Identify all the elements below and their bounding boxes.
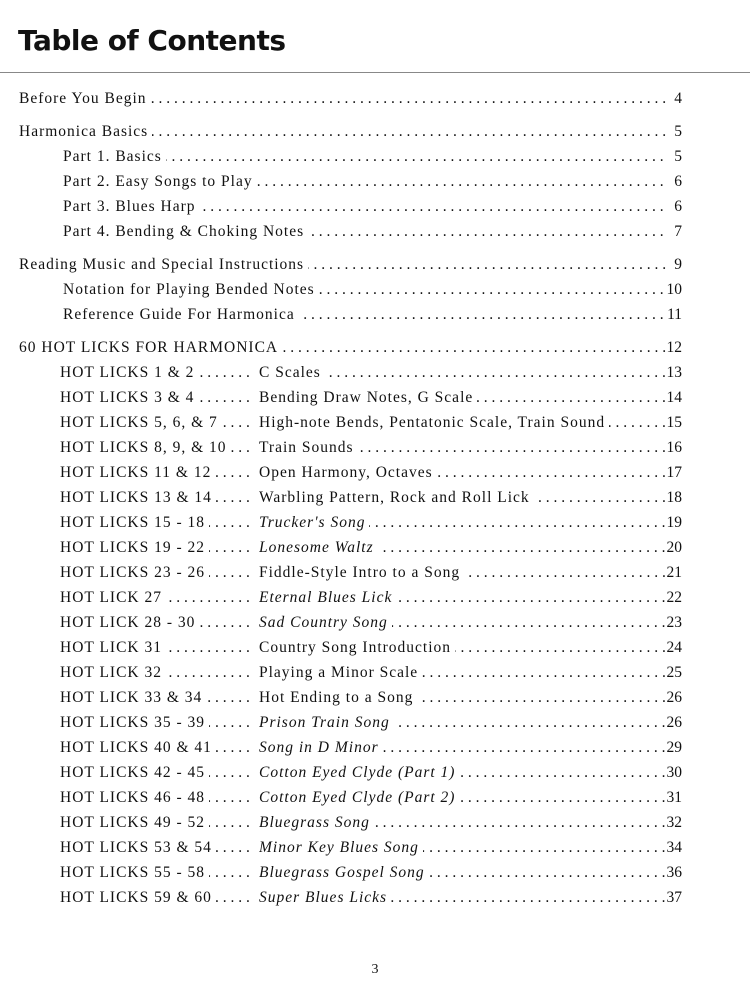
toc-page-number: 15 [666,414,682,431]
toc-entry-part-3[interactable] [0,194,750,219]
toc-page-number: 20 [666,539,682,556]
lick-number: HOT LICKS 46 - 48 [60,789,209,806]
toc-page-number: 12 [666,339,682,356]
toc-page-number: 5 [674,148,682,165]
toc-page-number: 24 [666,639,682,656]
toc-lick-entry[interactable] [0,660,750,685]
toc-lick-entry[interactable] [0,460,750,485]
lick-title: Sad Country Song [259,614,392,631]
toc-page-number: 13 [666,364,682,381]
lick-number: HOT LICKS 19 - 22 [60,539,209,556]
lick-title: C Scales [259,364,325,381]
toc-page-number: 21 [666,564,682,581]
lick-number: HOT LICKS 42 - 45 [60,764,209,781]
toc-page-number: 14 [666,389,682,406]
lick-number: HOT LICKS 49 - 52 [60,814,209,831]
toc-entry-label: Part 2. Easy Songs to Play [63,173,257,190]
toc-entry-label: 60 HOT LICKS FOR HARMONICA [19,339,282,356]
lick-title: Trucker's Song [259,514,369,531]
lick-number: HOT LICKS 35 - 39 [60,714,209,731]
toc-lick-entry[interactable] [0,560,750,585]
lick-number: HOT LICKS 59 & 60 [60,889,216,906]
toc-lick-entry[interactable] [0,885,750,910]
toc-page-number: 6 [674,198,682,215]
lick-number: HOT LICK 33 & 34 [60,689,206,706]
toc-lick-entry[interactable] [0,610,750,635]
toc-page-number: 23 [666,614,682,631]
lick-number: HOT LICK 31 [60,639,166,656]
title-rule [0,72,750,73]
toc-entry-reading-music[interactable] [0,252,750,277]
lick-title: Cotton Eyed Clyde (Part 1) [259,764,459,781]
toc-lick-entry[interactable] [0,485,750,510]
toc-entry-part-2[interactable] [0,169,750,194]
lick-number: HOT LICKS 3 & 4 [60,389,198,406]
toc-page-number: 10 [666,281,682,298]
lick-title: Prison Train Song [259,714,394,731]
lick-number: HOT LICKS 8, 9, & 10 [60,439,231,456]
lick-title: Bluegrass Gospel Song [259,864,429,881]
toc-entry-notation[interactable] [0,277,750,302]
lick-title: Playing a Minor Scale [259,664,422,681]
toc-page-number: 18 [666,489,682,506]
lick-title: Bluegrass Song [259,814,374,831]
toc-page-number: 26 [666,689,682,706]
toc-entry-label: Notation for Playing Bended Notes [63,281,319,298]
lick-title: High-note Bends, Pentatonic Scale, Train Sound [259,414,609,431]
toc-entry-reference-guide[interactable] [0,302,750,327]
toc-page-number: 7 [674,223,682,240]
toc-entry-label: Reference Guide For Harmonica [63,306,299,323]
toc-entry-part-4[interactable] [0,219,750,244]
lick-title: Fiddle-Style Intro to a Song [259,564,464,581]
lick-number: HOT LICKS 23 - 26 [60,564,209,581]
toc-page-number: 31 [666,789,682,806]
toc-lick-entry[interactable] [0,735,750,760]
toc-entry-part-1[interactable] [0,144,750,169]
lick-number: HOT LICKS 5, 6, & 7 [60,414,222,431]
toc-page-number: 9 [674,256,682,273]
toc-entry-before-you-begin[interactable] [0,86,750,111]
toc-lick-entry[interactable] [0,410,750,435]
lick-number: HOT LICKS 13 & 14 [60,489,216,506]
toc-entry-label: Before You Begin [19,90,151,107]
toc-entry-label: Reading Music and Special Instructions [19,256,308,273]
lick-number: HOT LICKS 40 & 41 [60,739,216,756]
lick-title: Lonesome Waltz [259,539,378,556]
toc-page-number: 6 [674,173,682,190]
toc-page-number: 5 [674,123,682,140]
toc-entry-harmonica-basics[interactable] [0,119,750,144]
toc-lick-entry[interactable] [0,585,750,610]
page-title: Table of Contents [18,24,286,57]
lick-number: HOT LICK 28 - 30 [60,614,199,631]
toc-page-number: 30 [666,764,682,781]
lick-title: Song in D Minor [259,739,383,756]
lick-title: Bending Draw Notes, G Scale [259,389,477,406]
table-of-contents [0,86,750,910]
lick-title: Eternal Blues Lick [259,589,396,606]
toc-entry-label: Part 1. Basics [63,148,166,165]
toc-entry-label: Harmonica Basics [19,123,152,140]
toc-lick-entry[interactable] [0,635,750,660]
lick-title: Hot Ending to a Song [259,689,417,706]
lick-title: Open Harmony, Octaves [259,464,437,481]
toc-page-number: 36 [666,864,682,881]
lick-number: HOT LICKS 53 & 54 [60,839,216,856]
lick-number: HOT LICKS 55 - 58 [60,864,209,881]
toc-lick-entry[interactable] [0,435,750,460]
toc-lick-entry[interactable] [0,685,750,710]
toc-entry-label: Part 4. Bending & Choking Notes [63,223,308,240]
page-number-footer: 3 [371,962,379,977]
toc-page-number: 25 [666,664,682,681]
toc-page-number: 17 [666,464,682,481]
toc-lick-entry[interactable] [0,785,750,810]
toc-page-number: 37 [666,889,682,906]
lick-number: HOT LICKS 1 & 2 [60,364,198,381]
lick-title: Minor Key Blues Song [259,839,423,856]
lick-title: Train Sounds [259,439,358,456]
toc-lick-entry[interactable] [0,535,750,560]
lick-title: Warbling Pattern, Rock and Roll Lick [259,489,534,506]
toc-entry-60-hot-licks[interactable] [0,335,750,360]
toc-page-number: 34 [666,839,682,856]
toc-page-number: 22 [666,589,682,606]
toc-page-number: 26 [666,714,682,731]
lick-title: Country Song Introduction [259,639,455,656]
toc-page-number: 11 [667,306,682,323]
toc-page-number: 4 [674,90,682,107]
toc-entry-label: Part 3. Blues Harp [63,198,200,215]
toc-lick-entry[interactable] [0,810,750,835]
lick-number: HOT LICK 32 [60,664,166,681]
toc-lick-entry[interactable] [0,710,750,735]
toc-lick-entry[interactable] [0,860,750,885]
toc-lick-entry[interactable] [0,835,750,860]
lick-title: Super Blues Licks [259,889,391,906]
lick-title: Cotton Eyed Clyde (Part 2) [259,789,459,806]
toc-page-number: 32 [666,814,682,831]
lick-number: HOT LICK 27 [60,589,166,606]
toc-lick-entry[interactable] [0,385,750,410]
toc-lick-entry[interactable] [0,760,750,785]
toc-page-number: 16 [666,439,682,456]
toc-lick-entry[interactable] [0,360,750,385]
toc-page-number: 29 [666,739,682,756]
toc-lick-entry[interactable] [0,510,750,535]
lick-number: HOT LICKS 11 & 12 [60,464,215,481]
lick-number: HOT LICKS 15 - 18 [60,514,209,531]
toc-page-number: 19 [666,514,682,531]
